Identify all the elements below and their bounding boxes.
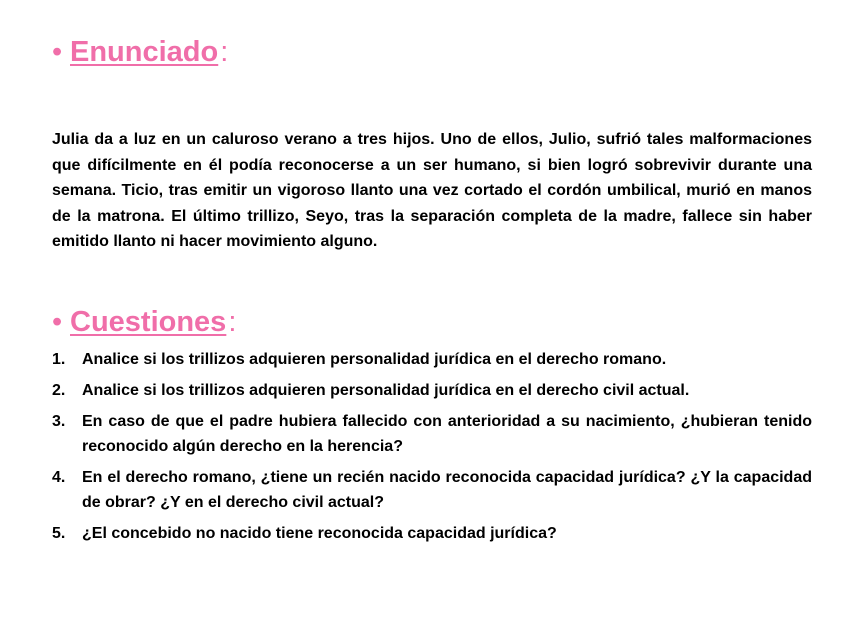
- enunciado-paragraph: Julia da a luz en un caluroso verano a tres hijos. Uno de ellos, Julio, sufrió tales malformaciones que difícilmente en él podía reconocerse a un ser humano, si bien logró sobrevivir durante una semana. Ticio, tras emitir un vigoroso llanto una vez cortado el cordón umbilical, murió en manos de la matrona. El último trillizo, Seyo, tras la separación completa de la madre, fallece sin haber emitido llanto ni hacer movimiento alguno.: [52, 131, 812, 250]
- cuestiones-title: Cuestiones: [70, 306, 227, 338]
- question-number: 4.: [52, 469, 66, 486]
- question-number: 2.: [52, 382, 66, 399]
- heading-colon: :: [220, 36, 229, 68]
- enunciado-title: Enunciado: [70, 36, 219, 68]
- cuestiones-heading: [52, 305, 236, 339]
- question-text: En caso de que el padre hubiera fallecido con anterioridad a su nacimiento, ¿hubieran tenido reconocido algún derecho en la herencia?: [82, 413, 812, 455]
- question-item: [52, 521, 812, 546]
- heading-bullet: •: [52, 36, 63, 68]
- question-item: [52, 409, 812, 459]
- question-text: ¿El concebido no nacido tiene reconocida capacidad jurídica?: [82, 525, 557, 542]
- question-text: Analice si los trillizos adquieren personalidad jurídica en el derecho civil actual.: [82, 382, 690, 399]
- question-text: En el derecho romano, ¿tiene un recién nacido reconocida capacidad jurídica? ¿Y la capacidad de obrar? ¿Y en el derecho civil actual?: [82, 469, 812, 511]
- question-number: 1.: [52, 351, 66, 368]
- question-text: Analice si los trillizos adquieren personalidad jurídica en el derecho romano.: [82, 351, 667, 368]
- questions-list: [52, 347, 812, 552]
- question-item: [52, 465, 812, 515]
- question-number: 3.: [52, 413, 66, 430]
- question-item: [52, 378, 812, 403]
- enunciado-heading: [52, 35, 228, 69]
- heading-colon: :: [228, 306, 237, 338]
- question-number: 5.: [52, 525, 66, 542]
- question-item: [52, 347, 812, 372]
- heading-bullet: •: [52, 306, 63, 338]
